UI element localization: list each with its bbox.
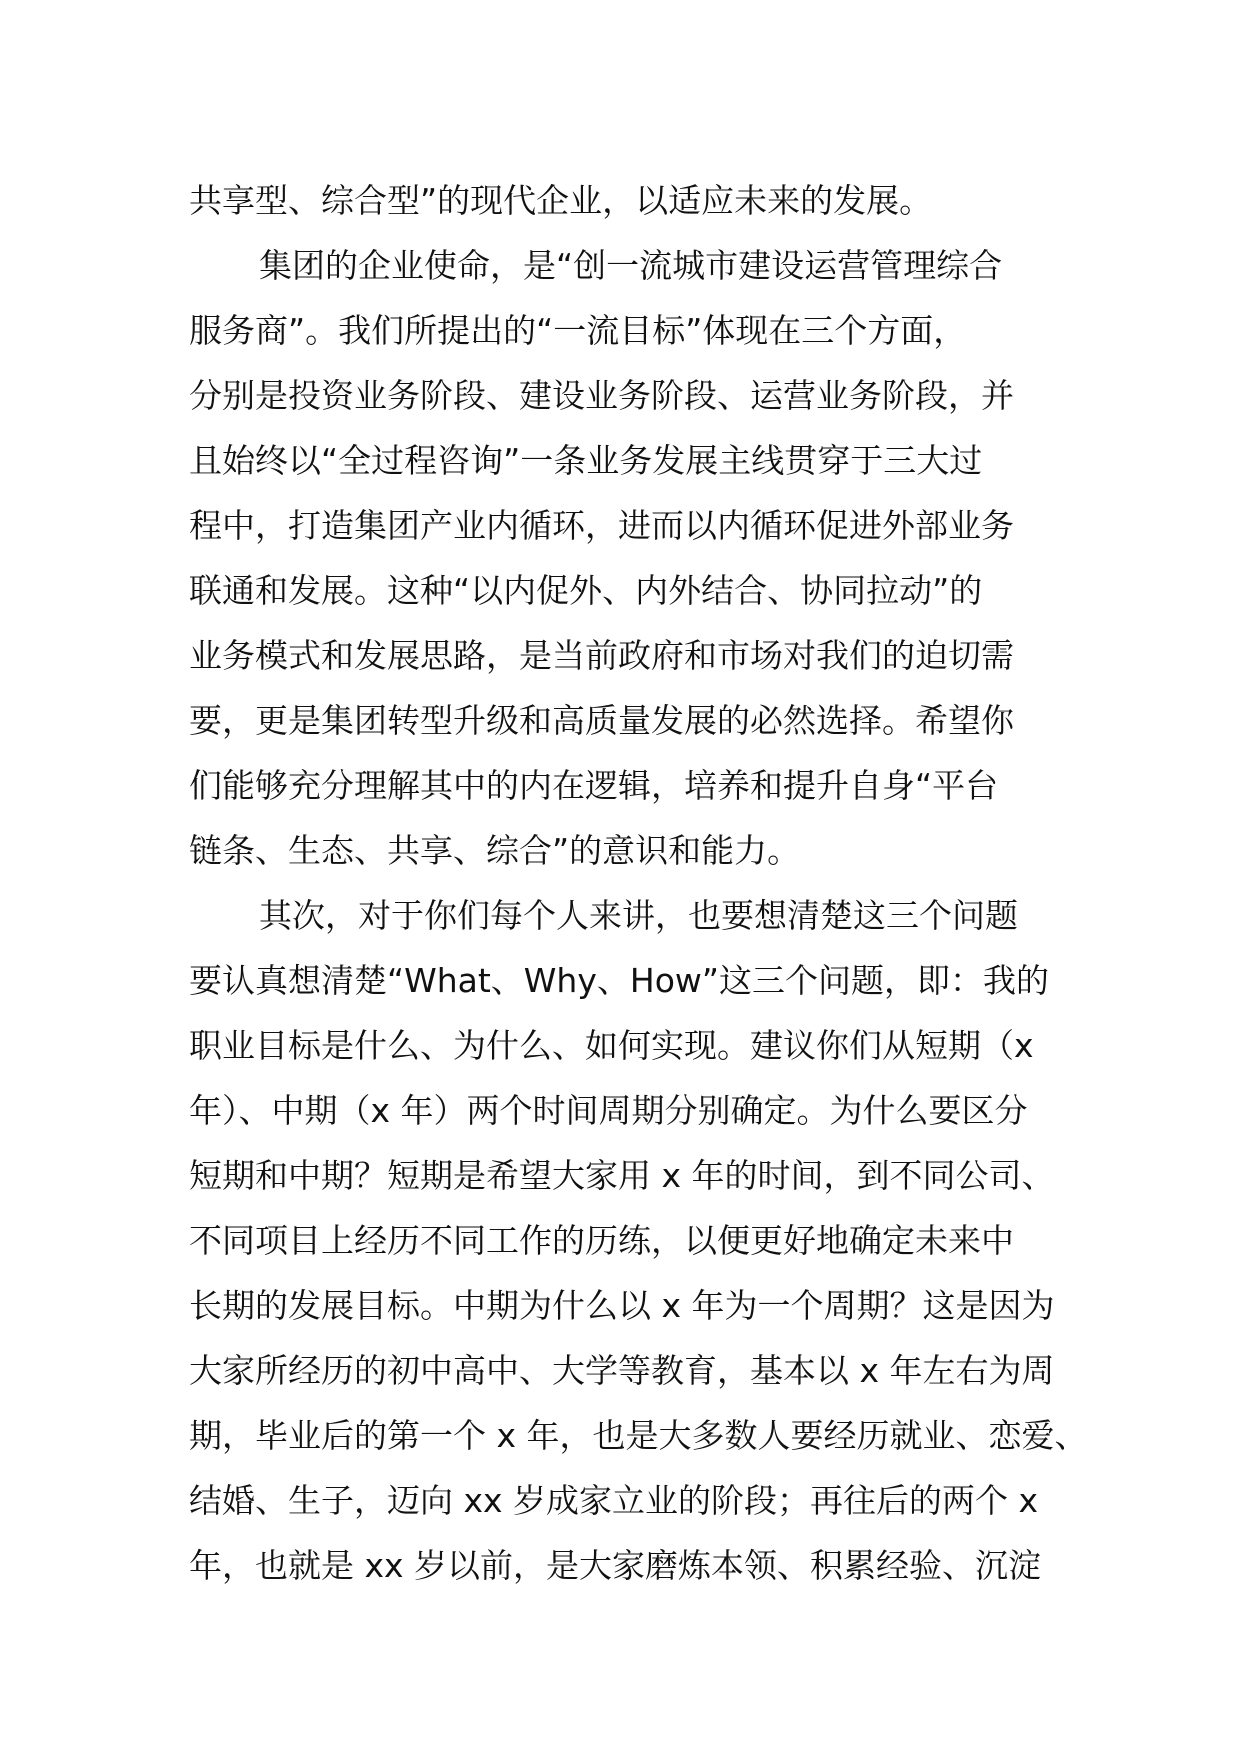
text-line: 长期的发展目标。中期为什么以 x 年为一个周期？这是因为 — [189, 1286, 1055, 1325]
text-line: 大家所经历的初中高中、大学等教育，基本以 x 年左右为周 — [189, 1351, 1055, 1390]
text-line: 要，更是集团转型升级和高质量发展的必然选择。希望你 — [189, 701, 1014, 740]
text-line: 联通和发展。这种“以内促外、内外结合、协同拉动”的 — [189, 571, 983, 610]
body-text — [189, 168, 1088, 1598]
paragraph-first-line: 集团的企业使命，是“创一流城市建设运营管理综合 — [259, 246, 1003, 285]
text-line: 程中，打造集团产业内循环，进而以内循环促进外部业务 — [189, 506, 1014, 545]
text-line: 共享型、综合型”的现代企业，以适应未来的发展。 — [189, 181, 933, 220]
paragraph-first-line: 其次，对于你们每个人来讲，也要想清楚这三个问题 — [259, 896, 1018, 935]
text-line: 职业目标是什么、为什么、如何实现。建议你们从短期（x — [189, 1026, 1034, 1065]
text-line: 业务模式和发展思路，是当前政府和市场对我们的迫切需 — [189, 636, 1014, 675]
text-line: 要认真想清楚“What、Why、How”这三个问题，即：我的 — [189, 961, 1049, 1000]
text-line: 分别是投资业务阶段、建设业务阶段、运营业务阶段，并 — [189, 376, 1014, 415]
text-line: 结婚、生子，迈向 xx 岁成家立业的阶段；再往后的两个 x — [189, 1481, 1039, 1520]
text-line: 们能够充分理解其中的内在逻辑，培养和提升自身“平台 — [189, 766, 999, 805]
text-line: 年，也就是 xx 岁以前，是大家磨炼本领、积累经验、沉淀 — [189, 1546, 1042, 1585]
text-line: 短期和中期？短期是希望大家用 x 年的时间，到不同公司、 — [189, 1156, 1055, 1195]
text-line: 服务商”。我们所提出的“一流目标”体现在三个方面， — [189, 311, 967, 350]
text-line: 链条、生态、共享、综合”的意识和能力。 — [189, 831, 801, 870]
text-line: 不同项目上经历不同工作的历练，以便更好地确定未来中 — [189, 1221, 1014, 1260]
text-line: 且始终以“全过程咨询”一条业务发展主线贯穿于三大过 — [189, 441, 983, 480]
text-line: 期，毕业后的第一个 x 年，也是大多数人要经历就业、恋爱、 — [189, 1416, 1088, 1455]
text-line: 年）、中期（x 年）两个时间周期分别确定。为什么要区分 — [189, 1091, 1028, 1130]
